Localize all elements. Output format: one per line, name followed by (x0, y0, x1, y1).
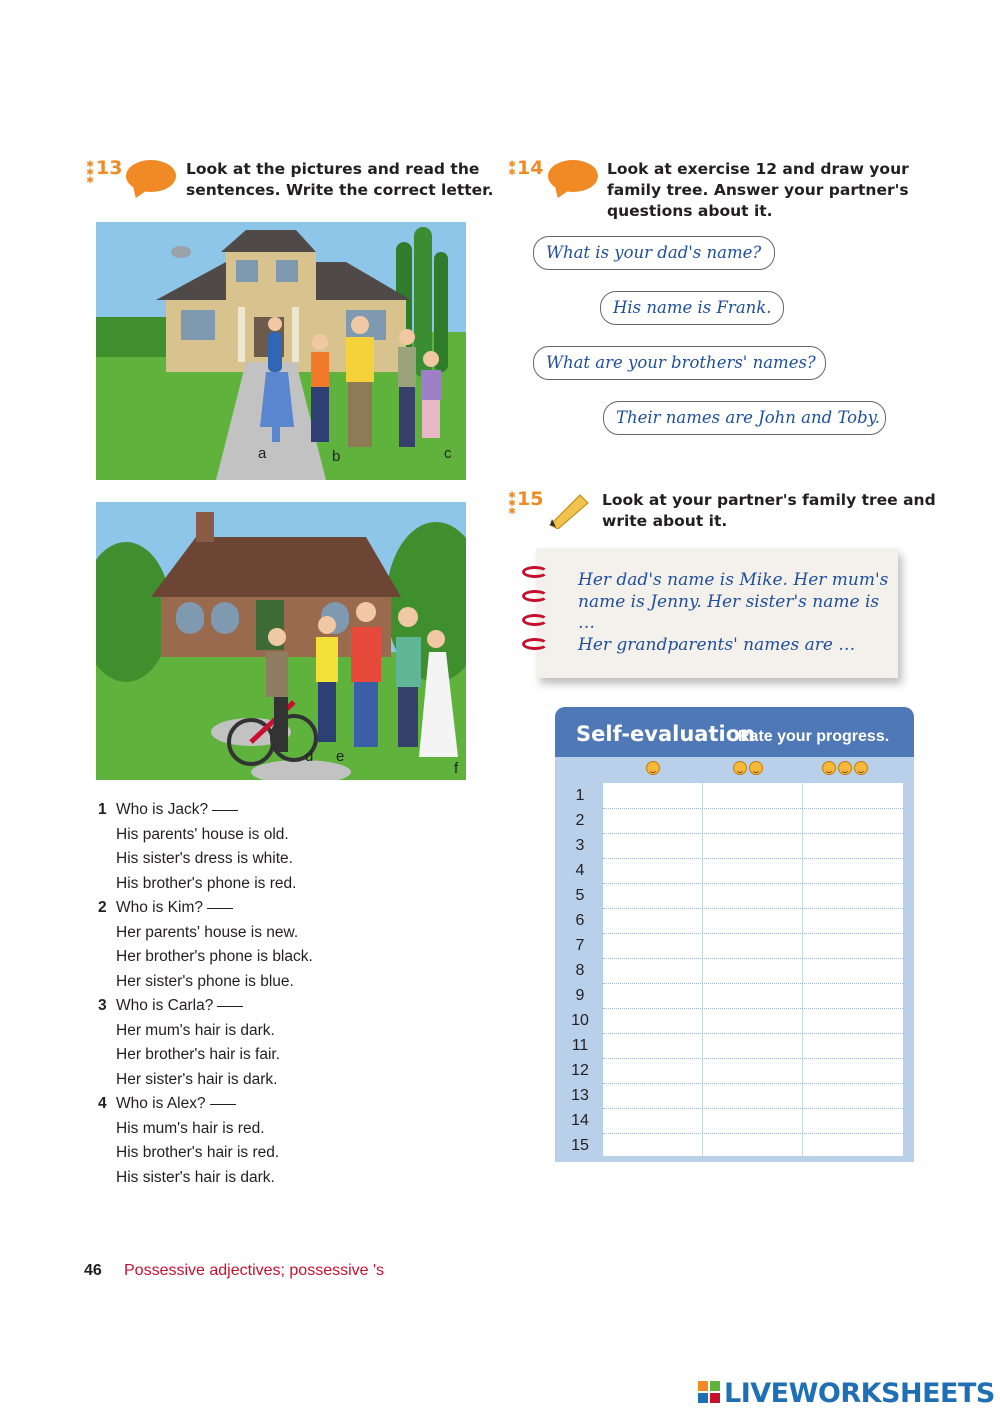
grid-line (603, 1058, 903, 1059)
smiley-icon (854, 761, 868, 775)
exercise-15-number: 15 (517, 488, 544, 510)
grid-line (603, 1133, 903, 1134)
instruction-line: questions about it. (607, 202, 773, 220)
grid-line (603, 808, 903, 809)
clue-line: Her brother's hair is fair. (116, 1046, 281, 1063)
exercise-13-number: 13 (96, 157, 123, 179)
page-number: 46 (84, 1262, 102, 1279)
row-number: 11 (571, 1037, 589, 1054)
row-number: 2 (575, 812, 585, 829)
clue-line: Her sister's phone is blue. (116, 972, 294, 990)
instruction-line: family tree. Answer your partner's (607, 181, 909, 199)
row-number: 6 (575, 912, 585, 929)
question-number: 1 (98, 801, 107, 818)
picture-letter-e: e (336, 748, 345, 765)
exercise-14-instruction (607, 159, 909, 222)
question-text: Who is Alex? (116, 1095, 206, 1112)
old-house-illustration (96, 502, 466, 780)
clue-line: Her mum's hair is dark. (116, 1021, 275, 1039)
clue-line: His mum's hair is red. (116, 1119, 265, 1137)
question-text: Who is Carla? (116, 997, 214, 1014)
difficulty-stars: ✱ ✱ (508, 159, 516, 177)
grid-line (603, 1108, 903, 1109)
speaking-icon (548, 160, 598, 192)
clue-line: His sister's hair is dark. (116, 1168, 275, 1186)
row-number: 10 (571, 1012, 589, 1029)
clue-line: His brother's phone is red. (116, 874, 297, 892)
grid-line (603, 883, 903, 884)
row-number: 8 (575, 962, 585, 979)
clue-line: Her sister's hair is dark. (116, 1070, 278, 1088)
grid-line (603, 1033, 903, 1034)
question-block (98, 994, 428, 1092)
exercise-15-instruction (602, 490, 936, 532)
note-line: Her grandparents' names are … (578, 634, 856, 655)
grid-line (603, 983, 903, 984)
instruction-line: Look at exercise 12 and draw your (607, 160, 909, 178)
picture-letter-d: d (305, 748, 314, 765)
grid-divider (802, 783, 803, 1156)
note-text (578, 570, 898, 656)
row-number: 13 (571, 1087, 589, 1104)
instruction-line: Look at the pictures and read the (186, 160, 480, 178)
binder-ring (522, 590, 548, 602)
smiley-icon (749, 761, 763, 775)
speech-bubble-answer: His name is Frank. (600, 291, 784, 325)
question-block (98, 896, 428, 994)
row-number: 3 (575, 837, 585, 854)
grid-line (603, 1008, 903, 1009)
question-number: 2 (98, 899, 107, 916)
row-number: 9 (575, 987, 585, 1004)
instruction-line: sentences. Write the correct letter. (186, 181, 494, 199)
question-block (98, 798, 428, 896)
exercise-13-instruction (186, 159, 494, 201)
row-number: 14 (571, 1112, 589, 1129)
question-block (98, 1092, 428, 1190)
grid-divider (702, 783, 703, 1156)
self-evaluation-header (555, 707, 914, 757)
row-number: 1 (575, 787, 585, 804)
rating-three-smileys (821, 761, 869, 780)
grid-line (603, 933, 903, 934)
pen-icon (546, 489, 592, 529)
picture-new-house (96, 222, 466, 480)
rating-two-smileys (732, 761, 764, 780)
grid-line (603, 958, 903, 959)
speech-bubble-question: What is your dad's name? (533, 236, 775, 270)
question-text: Who is Jack? (116, 801, 209, 818)
question-list (98, 798, 428, 1190)
difficulty-stars: ✱ ✱ ✱ (86, 159, 94, 185)
grid-line (603, 833, 903, 834)
smiley-icon (838, 761, 852, 775)
binder-ring (522, 566, 548, 578)
question-number: 4 (98, 1095, 107, 1112)
answer-blank[interactable] (207, 896, 233, 909)
self-evaluation-subtitle: Rate your progress. (738, 728, 890, 745)
notebook-note (536, 548, 898, 678)
grid-line (603, 908, 903, 909)
question-number: 3 (98, 997, 107, 1014)
speaking-icon (126, 160, 176, 192)
exercise-14-number: 14 (517, 157, 544, 179)
difficulty-stars: ✱ ✱ ✱ (508, 490, 516, 516)
picture-letter-f: f (454, 760, 459, 777)
row-number: 5 (575, 887, 585, 904)
self-evaluation-title: Self-evaluation (576, 722, 756, 746)
grid-line (603, 1083, 903, 1084)
rating-grid[interactable] (603, 783, 903, 1156)
clue-line: His sister's dress is white. (116, 850, 293, 867)
smiley-icon (646, 761, 660, 775)
smiley-icon (733, 761, 747, 775)
row-number: 4 (575, 862, 585, 879)
liveworksheets-watermark[interactable]: LIVEWORKSHEETS (724, 1378, 995, 1409)
row-number: 12 (571, 1062, 589, 1079)
speech-bubble-question: What are your brothers' names? (533, 346, 826, 380)
picture-old-house (96, 502, 466, 780)
clue-line: His brother's hair is red. (116, 1144, 280, 1161)
answer-blank[interactable] (212, 798, 238, 811)
self-evaluation-panel (555, 707, 914, 1162)
instruction-line: write about it. (602, 512, 728, 530)
new-house-illustration (96, 222, 466, 480)
rating-one-smiley (645, 761, 661, 780)
smiley-icon (822, 761, 836, 775)
clue-line: Her parents' house is new. (116, 923, 299, 941)
grid-line (603, 858, 903, 859)
page-topic: Possessive adjectives; possessive 's (124, 1262, 385, 1279)
answer-blank[interactable] (217, 994, 243, 1007)
note-line: Her dad's name is Mike. Her mum's (578, 570, 889, 590)
clue-line: Her brother's phone is black. (116, 948, 313, 965)
instruction-line: Look at your partner's family tree and (602, 491, 936, 509)
row-number: 7 (575, 937, 585, 954)
binder-ring (522, 638, 548, 650)
speech-bubble-answer: Their names are John and Toby. (603, 401, 886, 435)
answer-blank[interactable] (210, 1092, 236, 1105)
liveworksheets-logo-icon (698, 1381, 720, 1403)
picture-letter-c: c (444, 445, 452, 462)
row-number: 15 (571, 1137, 589, 1154)
note-line: name is Jenny. Her sister's name is … (578, 591, 880, 633)
question-text: Who is Kim? (116, 899, 203, 916)
clue-line: His parents' house is old. (116, 825, 289, 843)
picture-letter-b: b (332, 448, 341, 465)
picture-letter-a: a (258, 445, 267, 462)
binder-ring (522, 614, 548, 626)
